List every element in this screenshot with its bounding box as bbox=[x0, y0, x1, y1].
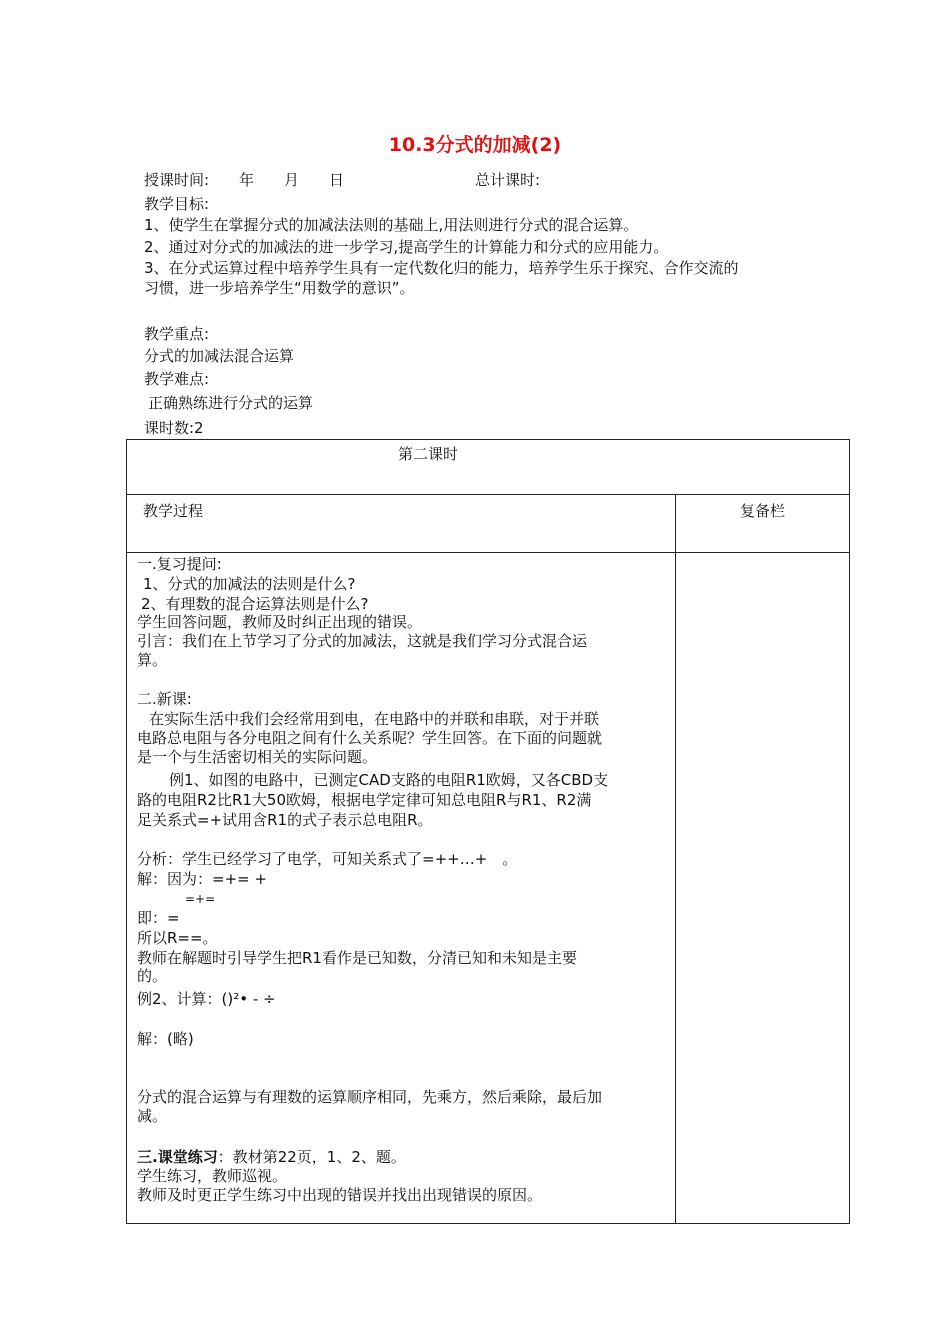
objective-item: 习惯，进一步培养学生“用数学的意识”。 bbox=[144, 279, 415, 297]
process-label: 教学过程 bbox=[143, 502, 204, 520]
review-content-cell bbox=[676, 553, 850, 1224]
formula-line: =+= bbox=[185, 892, 216, 906]
key-points-heading: 教学重点: bbox=[144, 325, 210, 343]
text-line: 引言：我们在上节学习了分式的加减法，这就是我们学习分式混合运 bbox=[137, 632, 588, 650]
text-line: 所以R==。 bbox=[137, 929, 218, 947]
objective-item: 1、使学生在掌握分式的加减法法则的基础上,用法则进行分式的混合运算。 bbox=[144, 216, 639, 234]
text-line: 即：= bbox=[137, 909, 180, 927]
text-line: 2、有理数的混合运算法则是什么? bbox=[141, 595, 369, 613]
teaching-date: 授课时间: 年 月 日 bbox=[144, 171, 345, 189]
text-line: 减。 bbox=[137, 1107, 168, 1125]
objectives-heading: 教学目标: bbox=[144, 195, 210, 213]
objective-item: 3、在分式运算过程中培养学生具有一定代数化归的能力，培养学生乐于探究、合作交流的 bbox=[144, 259, 739, 277]
difficulty-text: 正确熟练进行分式的运算 bbox=[148, 394, 314, 412]
page-title: 10.3分式的加减(2) bbox=[388, 134, 562, 156]
example-line: 例2、计算：()²• - ÷ bbox=[137, 990, 276, 1008]
difficulty-heading: 教学难点: bbox=[144, 370, 210, 388]
text-line: 电路总电阻与各分电阻之间有什么关系呢？学生回答。在下面的问题就 bbox=[137, 729, 603, 747]
text-line: 的。 bbox=[137, 967, 168, 985]
key-points-text: 分式的加减法混合运算 bbox=[144, 347, 295, 365]
exercise-text: ：教材第22页，1、2、题。 bbox=[217, 1148, 406, 1166]
process-content-cell bbox=[127, 553, 676, 1224]
text-line: 解：因为：=+= + bbox=[137, 870, 268, 888]
section-heading: 二.新课: bbox=[137, 690, 192, 708]
review-header-cell bbox=[676, 495, 850, 553]
text-line: 算。 bbox=[137, 651, 168, 669]
text-line: 分式的混合运算与有理数的运算顺序相同，先乘方，然后乘除，最后加 bbox=[137, 1088, 603, 1106]
exercise-line bbox=[137, 1148, 406, 1167]
text-line: 教师在解题时引导学生把R1看作是已知数，分清已知和未知是主要 bbox=[137, 949, 577, 967]
total-periods-label: 总计课时: bbox=[475, 171, 541, 189]
text-line: 在实际生活中我们会经常用到电，在电路中的并联和串联，对于并联 bbox=[149, 710, 600, 728]
text-line: 足关系式=+试用含R1的式子表示总电阻R。 bbox=[137, 811, 433, 829]
process-header-cell bbox=[127, 495, 676, 553]
review-label: 复备栏 bbox=[739, 502, 785, 520]
session-label: 第二课时 bbox=[397, 445, 458, 463]
session-header-cell bbox=[127, 440, 850, 495]
text-line: 解：(略) bbox=[137, 1030, 194, 1048]
text-line: 例1、如图的电路中，已测定CAD支路的电阻R1欧姆，又各CBD支 bbox=[169, 771, 609, 789]
text-line: 是一个与生活密切相关的实际问题。 bbox=[137, 748, 378, 766]
text-line: 教师及时更正学生练习中出现的错误并找出出现错误的原因。 bbox=[137, 1186, 543, 1204]
text-line: 学生回答问题，教师及时纠正出现的错误。 bbox=[137, 613, 423, 631]
text-line: 路的电阻R2比R1大50欧姆，根据电学定律可知总电阻R与R1、R2满 bbox=[137, 791, 592, 809]
periods-count: 课时数:2 bbox=[144, 419, 204, 437]
text-line: 分析：学生已经学习了电学，可知关系式了=++…+ 。 bbox=[137, 850, 518, 868]
exercise-heading: 三.课堂练习 bbox=[137, 1148, 218, 1166]
text-line: 学生练习，教师巡视。 bbox=[137, 1167, 288, 1185]
objective-item: 2、通过对分式的加减法的进一步学习,提高学生的计算能力和分式的应用能力。 bbox=[144, 238, 669, 256]
section-heading: 一.复习提问: bbox=[137, 555, 222, 573]
text-line: 1、分式的加减法的法则是什么? bbox=[143, 575, 356, 593]
lesson-table bbox=[126, 439, 850, 1224]
